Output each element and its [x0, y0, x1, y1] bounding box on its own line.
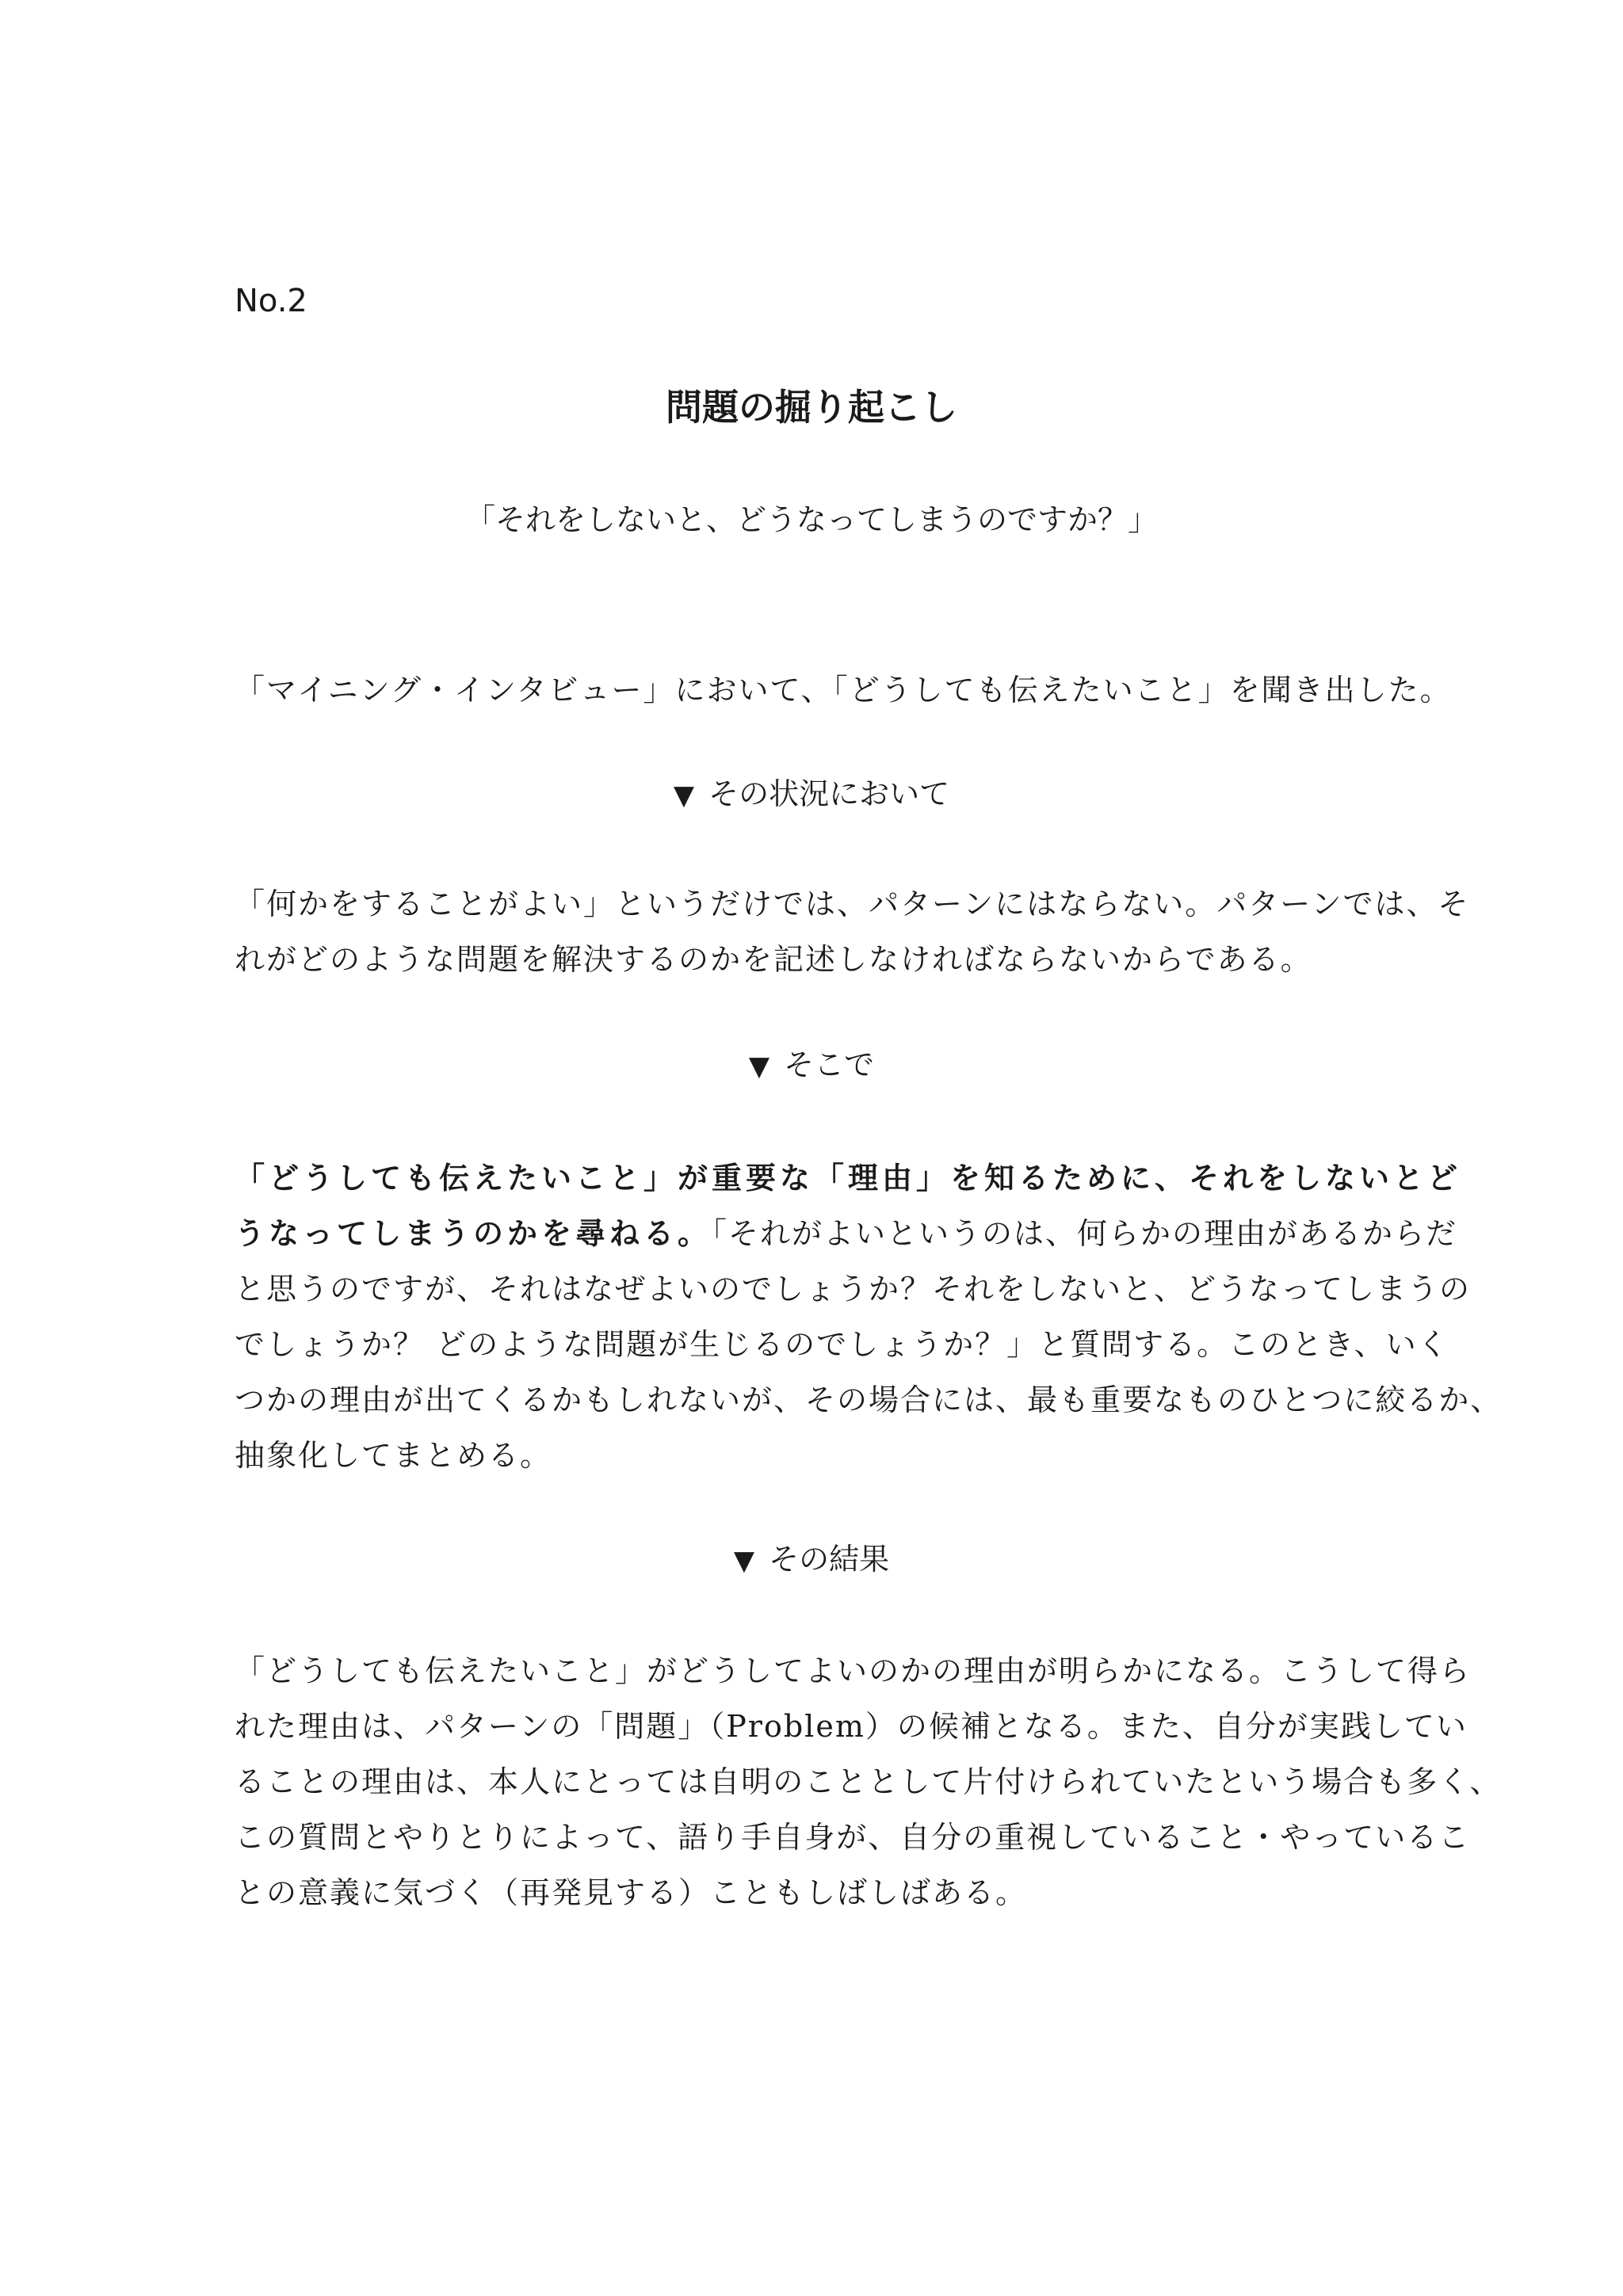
- solution-line: と思うのですが、それはなぜよいのでしょうか？それをしないと、どうなってしまうの: [235, 1272, 1472, 1306]
- solution-paragraph: [235, 1150, 1503, 1483]
- pattern-subtitle: 「それをしないと、どうなってしまうのですか？」: [464, 502, 1158, 537]
- solution-bold-line: 「どうしても伝えたいこと」が重要な「理由」を知るために、それをしないとど: [235, 1161, 1462, 1196]
- consequence-line: 「どうしても伝えたいこと」がどうしてよいのかの理由が明らかになる。こうして得ら: [235, 1653, 1472, 1688]
- solution-line: でしょうか？ どのような問題が生じるのでしょうか？」と質問する。このとき、いく: [235, 1327, 1449, 1362]
- pattern-number: No.2: [235, 283, 307, 319]
- context-paragraph: [235, 662, 1452, 718]
- consequence-line: れた理由は、パターンの「問題」（Problem）の候補となる。また、自分が実践してい: [235, 1709, 1468, 1744]
- problem-heading: [0, 772, 1623, 818]
- triangle-down-icon: ▼: [733, 1545, 755, 1577]
- consequence-line: この質問とやりとりによって、語り手自身が、自分の重視していること・やっているこ: [235, 1820, 1471, 1855]
- context-line: 「マイニング・インタビュー」において、「どうしても伝えたいこと」を聞き出した。: [235, 673, 1452, 707]
- consequence-line: ることの理由は、本人にとっては自明のこととして片付けられていたという場合も多く、: [235, 1764, 1502, 1799]
- consequence-heading-label: その結果: [769, 1542, 890, 1577]
- solution-text: 「それがよいというのは、何らかの理由があるからだ: [712, 1216, 1458, 1251]
- solution-heading: [0, 1043, 1623, 1089]
- problem-line: 「何かをすることがよい」というだけでは、パターンにはならない。パターンでは、そ: [235, 887, 1470, 921]
- solution-heading-label: そこで: [784, 1047, 875, 1082]
- solution-line: 抽象化してまとめる。: [235, 1438, 552, 1473]
- problem-paragraph: [235, 876, 1470, 987]
- triangle-down-icon: ▼: [673, 780, 695, 811]
- consequence-paragraph: [235, 1643, 1502, 1920]
- problem-heading-label: その状況において: [708, 776, 950, 811]
- solution-line: [235, 1206, 1458, 1261]
- solution-bold-text: うなってしまうのかを尋ねる。: [235, 1216, 712, 1251]
- consequence-heading: [0, 1537, 1623, 1583]
- problem-line: れがどのような問題を解決するのかを記述しなければならないからである。: [235, 942, 1312, 977]
- consequence-line: との意義に気づく（再発見する）こともしばしばある。: [235, 1875, 1028, 1910]
- solution-line: つかの理由が出てくるかもしれないが、その場合には、最も重要なものひとつに絞るか、: [235, 1383, 1503, 1417]
- triangle-down-icon: ▼: [748, 1051, 770, 1082]
- pattern-title: 問題の掘り起こし: [666, 386, 957, 429]
